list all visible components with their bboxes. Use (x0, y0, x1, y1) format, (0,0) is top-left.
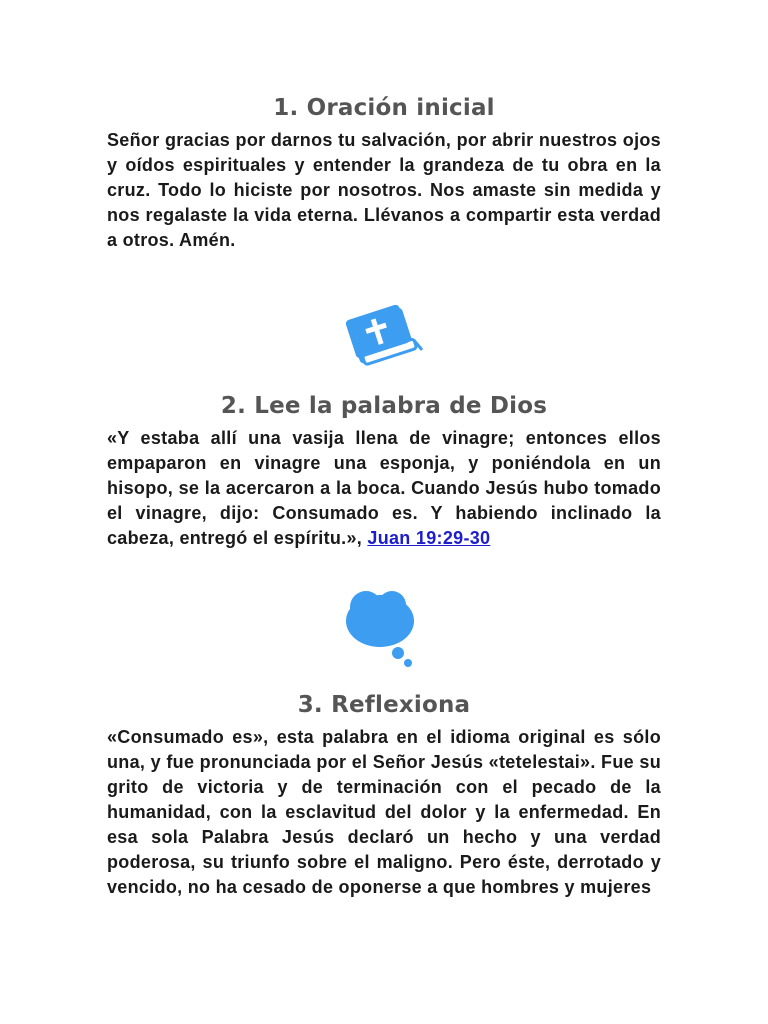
opening-prayer-text: Señor gracias por darnos tu salvación, por abrir nuestros ojos y oídos espirituales y entender la grandeza de tu obra en la cruz. Todo lo hiciste por nosotros. Nos amaste sin medida y nos regalaste la vida eterna. Llévanos a compartir esta verdad a otros. Amén. (107, 130, 661, 250)
section-opening-prayer (107, 95, 661, 253)
scripture-text (107, 426, 661, 551)
section-reflect (107, 692, 661, 900)
scripture-quote: «Y estaba allí una vasija llena de vinagre; entonces ellos empaparon en vinagre una esponja, y poniéndola en un hisopo, se la acercaron a la boca. Cuando Jesús hubo tomado el vinagre, dijo: Consumado es. Y habiendo inclinado la cabeza, entregó el espíritu.», (107, 428, 661, 548)
heading-reflect: 3. Reflexiona (297, 692, 471, 718)
reflection-text: «Consumado es», esta palabra en el idioma original es sólo una, y fue pronunciada por el Señor Jesús «tetelestai». Fue su grito de victoria y de terminación con el pecado de la humanidad, con la esclavitud del dolor y la enfermedad. En esa sola Palabra Jesús declaró un hecho y una verdad poderosa, su triunfo sobre el maligno. Pero éste, derrotado y vencido, no ha cesado de oponerse a que hombres y mujeres (107, 727, 661, 897)
bible-icon (343, 302, 423, 368)
section-read-word (107, 393, 661, 551)
heading-opening-prayer: 1. Oración inicial (273, 95, 495, 121)
heading-read-word: 2. Lee la palabra de Dios (220, 393, 548, 419)
scripture-reference-link[interactable]: Juan 19:29-30 (367, 528, 491, 548)
thought-bubble-icon (344, 591, 416, 671)
